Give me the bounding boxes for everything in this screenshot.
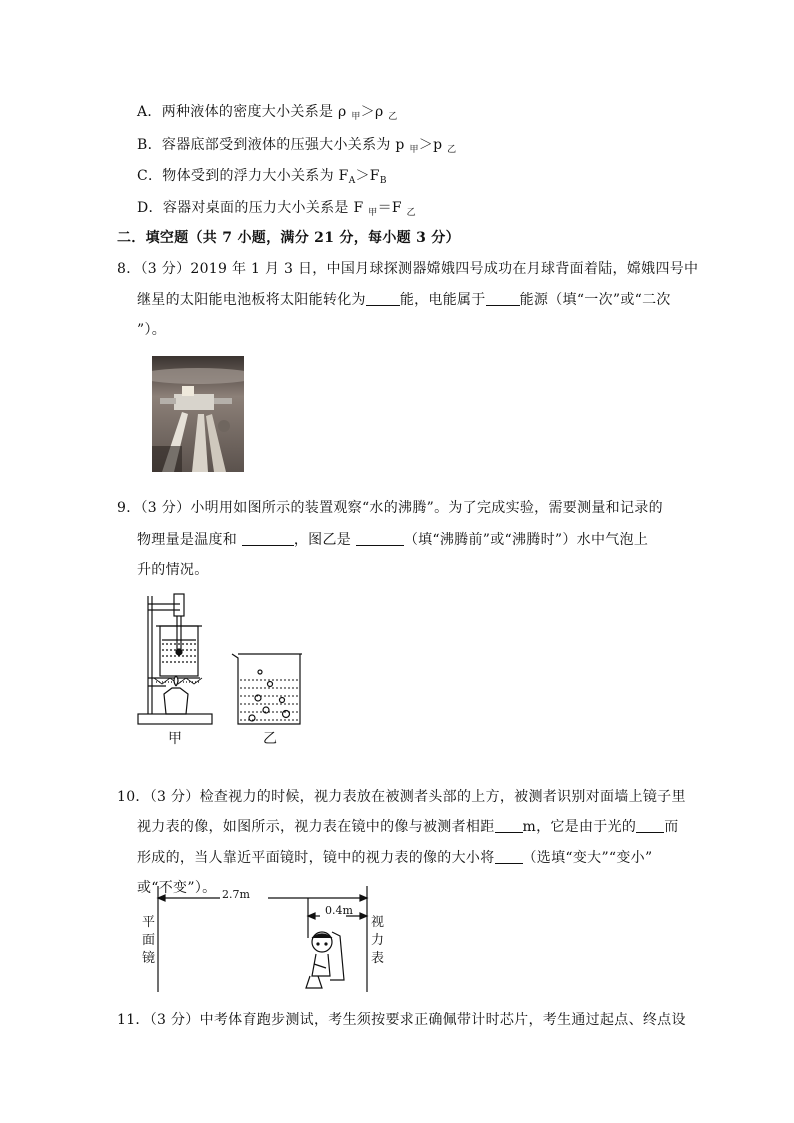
q10-text-d: 形成的，当人靠近平面镜时，镜中的视力表的像的大小将 (137, 850, 495, 866)
option-a-sub1: 甲 (351, 112, 361, 122)
option-b (137, 135, 456, 160)
q10-blank-1[interactable] (495, 818, 523, 833)
chart-char-1: 视 (371, 915, 385, 930)
q8-blank-2[interactable] (486, 291, 520, 306)
boiling-apparatus-diagram (136, 590, 216, 730)
q10-blank-2[interactable] (636, 818, 664, 833)
mirror-char-3: 镜 (142, 951, 156, 966)
option-c-mid: ＞F (355, 168, 380, 184)
q9-blank-1[interactable] (242, 531, 294, 546)
q8-text-a: 继星的太阳能电池板将太阳能转化为 (137, 292, 366, 308)
eye-test-diagram (140, 884, 390, 996)
q9-text-b: ，图乙是 (293, 532, 356, 548)
option-c-sub2: B (379, 176, 387, 186)
q10-text-c: 而 (664, 819, 679, 835)
q9-text-c: （填“沸腾前”或“沸腾时”）水中气泡上 (403, 532, 649, 548)
q8-blank-1[interactable] (366, 291, 400, 306)
q10-text-b: m，它是由于光的 (522, 819, 637, 835)
option-a (137, 102, 398, 127)
option-a-sub2: 乙 (388, 112, 398, 122)
q10-line2 (137, 817, 679, 837)
lunar-lander-photo (152, 356, 244, 472)
q10-text-e: （选填“变大”“变小” (522, 850, 653, 866)
q8-line1: 8．（3 分）2019 年 1 月 3 日，中国月球探测器嫦娥四号成功在月球背面着陆，嫦娥四号中 (117, 261, 699, 277)
option-b-sub1: 甲 (409, 145, 419, 155)
q10-line4: 或“不变”）。 (137, 880, 217, 896)
q10-blank-3[interactable] (495, 849, 523, 864)
figure-label-jia: 甲 (168, 731, 182, 747)
option-d-sub2: 乙 (406, 208, 416, 218)
option-b-text: B．容器底部受到液体的压强大小关系为 p (137, 137, 410, 153)
option-b-mid: ＞p (418, 137, 448, 153)
option-c-text: C．物体受到的浮力大小关系为 F (137, 168, 349, 184)
option-b-sub2: 乙 (447, 145, 457, 155)
distance-long-label: 2.7m (222, 888, 250, 901)
q9-blank-2[interactable] (356, 531, 404, 546)
q10-line3 (137, 848, 652, 868)
q9-line3: 升的情况。 (137, 562, 209, 578)
mirror-char-1: 平 (142, 915, 156, 930)
option-d-mid: ＝F (377, 200, 407, 216)
section-title: 二．填空题（共 7 小题，满分 21 分，每小题 3 分） (117, 230, 460, 246)
option-c (137, 166, 387, 191)
mirror-label (142, 914, 155, 968)
option-a-text: A．两种液体的密度大小关系是 ρ (137, 104, 352, 120)
q10-line1: 10．（3 分）检查视力的时候，视力表放在被测者头部的上方，被测者识别对面墙上镜子里 (117, 789, 686, 805)
q9-line2 (137, 530, 648, 550)
q8-line3: ”）。 (137, 322, 167, 338)
q9-line1: 9．（3 分）小明用如图所示的装置观察“水的沸腾”。为了完成实验，需要测量和记录的 (117, 500, 663, 516)
q10-text-a: 视力表的像，如图所示，视力表在镜中的像与被测者相距 (137, 819, 495, 835)
option-c-sub1: A (348, 176, 356, 186)
beaker-bubbles-diagram (230, 648, 308, 728)
option-d-text: D．容器对桌面的压力大小关系是 F (137, 200, 369, 216)
option-d (137, 198, 416, 223)
option-d-sub1: 甲 (368, 208, 378, 218)
chart-char-2: 力 (371, 933, 385, 948)
q8-line2 (137, 290, 671, 310)
chart-char-3: 表 (371, 951, 385, 966)
q9-text-a: 物理量是温度和 (137, 532, 242, 548)
q8-text-b: 能，电能属于 (399, 292, 486, 308)
mirror-char-2: 面 (142, 933, 156, 948)
q8-text-c: 能源（填“一次”或“二次 (519, 292, 671, 308)
eye-chart-label (371, 914, 384, 968)
q11-line1: 11．（3 分）中考体育跑步测试，考生须按要求正确佩带计时芯片，考生通过起点、终点设 (117, 1012, 686, 1028)
distance-short-label: 0.4m (325, 904, 353, 917)
option-a-mid: ＞ρ (360, 104, 389, 120)
figure-label-yi: 乙 (263, 731, 277, 747)
